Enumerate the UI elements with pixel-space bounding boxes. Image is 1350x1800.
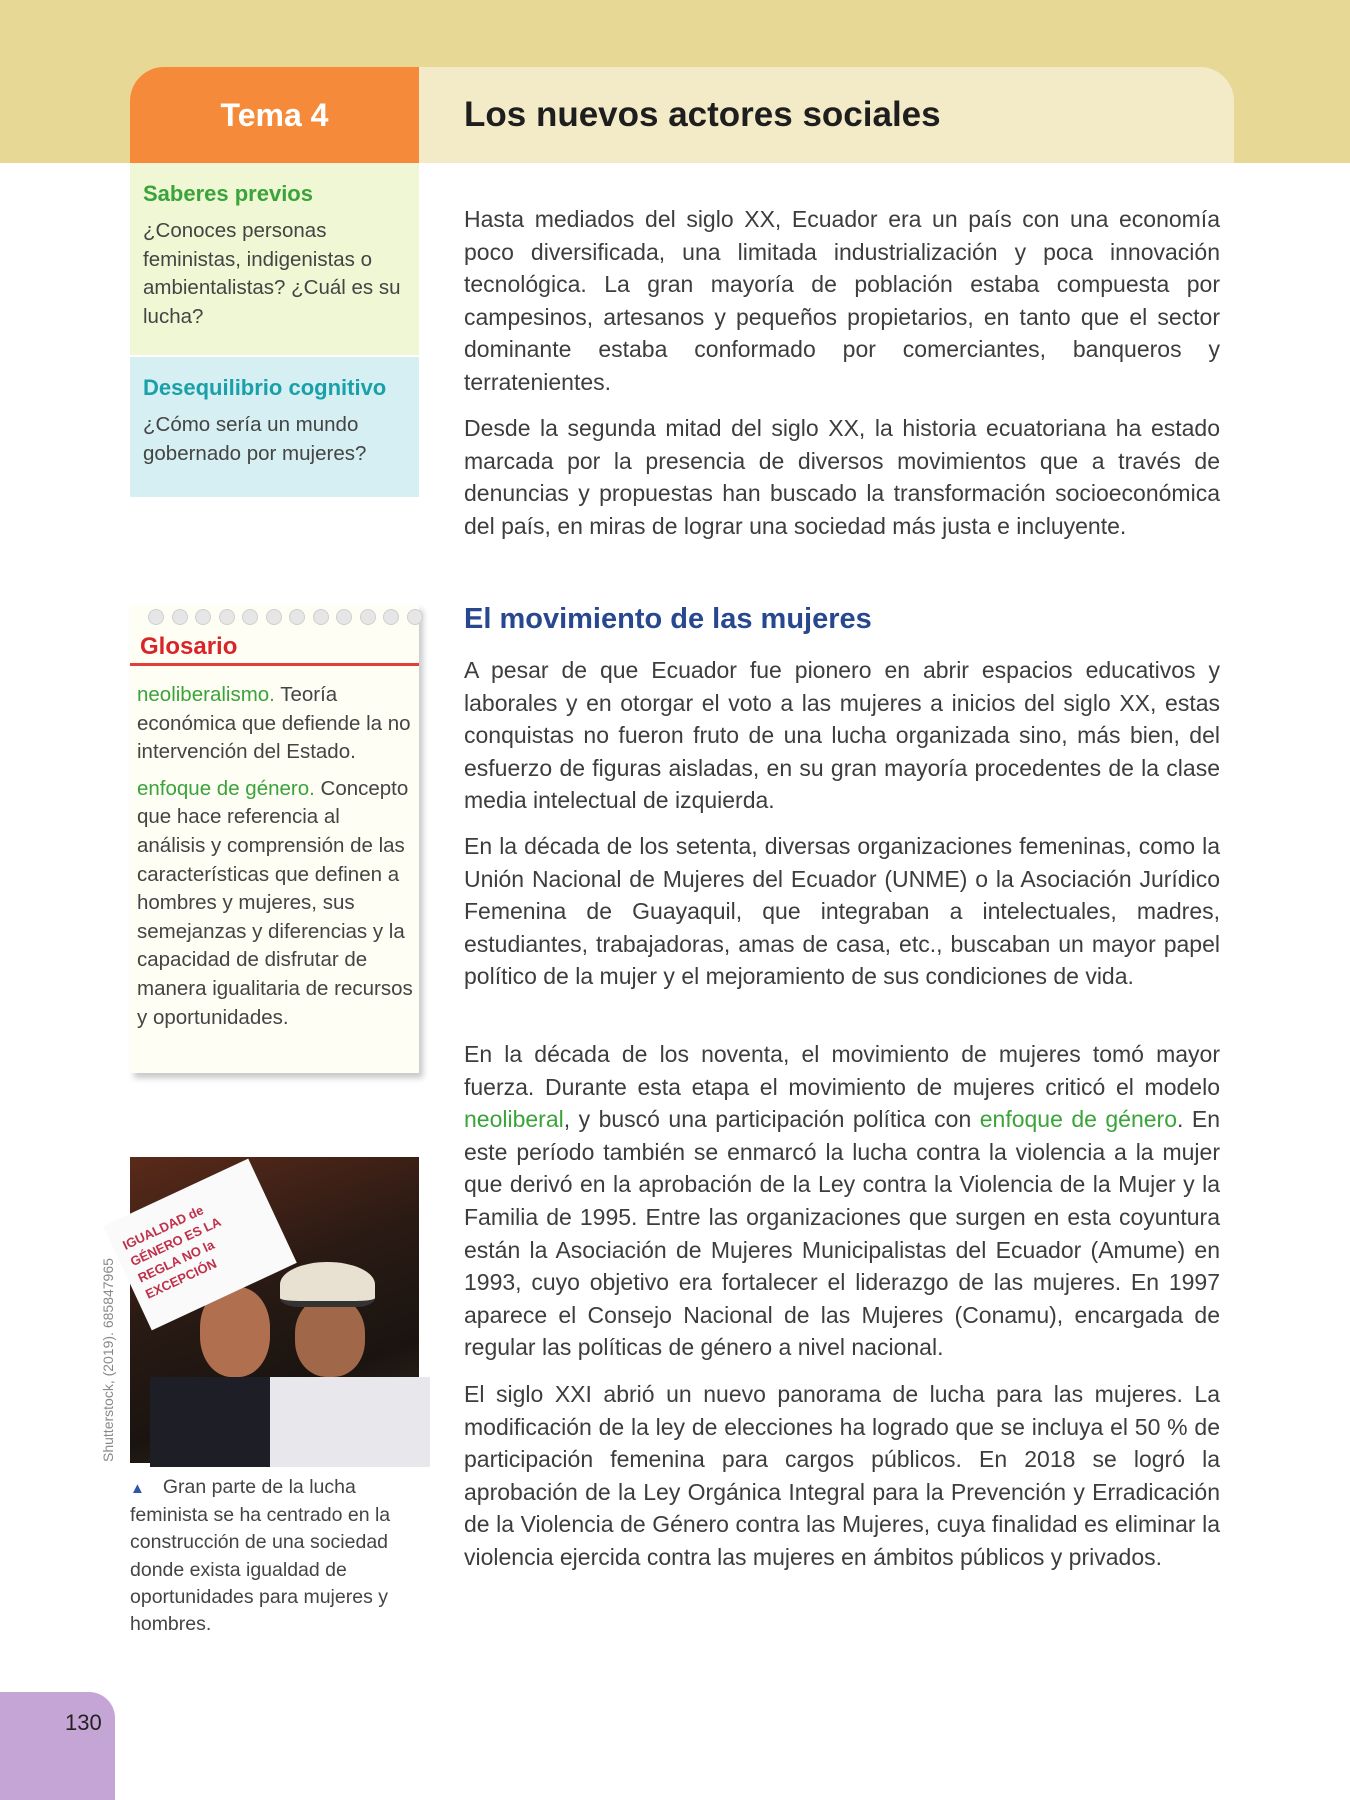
paragraph: El siglo XXI abrió un nuevo panorama de lucha para las mujeres. La modificación de la ley de elecciones ha logrado que se incluya el 50 % de participación femenina para cargos públicos. En 2018 se logró la aprobación de la Ley Orgánica Integral para la Prevención y Erradicación de la Violencia de Género contra las Mujeres, cuya finalidad es eliminar la violencia ejercida contra las mujeres en ámbitos públicos y privados. — [464, 1381, 1220, 1570]
glossary-box — [130, 605, 419, 1073]
notebook-rings-icon — [148, 609, 423, 625]
glossary-title: Glosario — [140, 633, 238, 660]
photo-caption — [130, 1474, 420, 1638]
glossary-link: neoliberal — [464, 1106, 564, 1133]
glossary-term: enfoque de género. — [137, 776, 315, 800]
glossary-entry — [137, 681, 413, 767]
divider — [130, 663, 419, 666]
saberes-text: ¿Conoces personas feministas, indigenistas o ambientalistas? ¿Cuál es su lucha? — [143, 219, 401, 328]
title-box — [419, 67, 1234, 163]
hat — [280, 1262, 375, 1307]
protest-photo — [120, 1157, 419, 1463]
saberes-title: Saberes previos — [143, 181, 313, 206]
page-number: 130 — [0, 1692, 115, 1800]
page-title: Los nuevos actores sociales — [464, 95, 941, 134]
glossary-definition: Concepto que hace referencia al análisis y comprensión de las características que definen a hombres y mujeres, sus semejanzas y diferencias y la capacidad de disfrutar de manera igualitaria de recursos y oportunidades. — [137, 776, 413, 1029]
photo-credit: Shutterstock, (2019). 685847965 — [100, 1258, 116, 1462]
triangle-icon: ▲ — [130, 1480, 145, 1497]
paragraph: A pesar de que Ecuador fue pionero en abrir espacios educativos y laborales y en otorgar el voto a las mujeres a inicios del siglo XX, estas conquistas no fueron fruto de una lucha organizada sino, más bien, del esfuerzo de figuras aisladas, en su gran mayoría procedentes de la clase media intelectual de izquierda. — [464, 657, 1220, 814]
paragraph: Hasta mediados del siglo XX, Ecuador era un país con una economía poco diversificada, una limitada industrialización y poca innovación tecnológica. La gran mayoría de población estaba compuesta por campesinos, artesanos y pequeños propietarios, en tanto que el sector dominante estaba conformado por comerciantes, banqueros y terratenientes. — [464, 206, 1220, 395]
paragraph: En la década de los noventa, el movimiento de mujeres tomó mayor fuerza. Durante esta etapa el movimiento de mujeres criticó el modelo neoliberal, y buscó una participación política con enfoque de género. En este período también se enmarcó la lucha contra la violencia a la mujer que derivó en la aprobación de la Ley contra la Violencia de la Mujer y la Familia de 1995. Entre las organizaciones que surgen en esta coyuntura están la Asociación de Mujeres Municipalistas del Ecuador (Amume) en 1993, cuyo objetivo era fortalecer el liderazgo de las mujeres. En 1997 aparece el Consejo Nacional de las Mujeres (Conamu), encargada de regular las políticas de género a nivel nacional. — [464, 1041, 1221, 1361]
section-heading: El movimiento de las mujeres — [464, 603, 872, 635]
protest-sign: IGUALDAD de GÉNERO ES LA REGLA NO la EXCEPCIÓN — [103, 1159, 297, 1331]
paragraph: En la década de los setenta, diversas organizaciones femeninas, como la Unión Nacional de Mujeres del Ecuador (UNME) o la Asociación Jurídico Femenina de Guayaquil, que integraban a intelectuales, madres, estudiantes, trabajadoras, amas de casa, etc., buscaban un mayor papel político de la mujer y el mejoramiento de sus condiciones de vida. — [464, 833, 1220, 990]
paragraph: Desde la segunda mitad del siglo XX, la historia ecuatoriana ha estado marcada por la presencia de diversos movimientos que a través de denuncias y propuestas han buscado la transformación socioeconómica del país, en miras de lograr una sociedad más justa e incluyente. — [464, 415, 1220, 539]
topic-label: Tema 4 — [130, 67, 419, 163]
glossary-term: neoliberalismo. — [137, 683, 275, 706]
glossary-entry — [137, 775, 413, 1032]
saberes-previos-box — [130, 163, 419, 355]
glossary-link: enfoque de género — [979, 1106, 1178, 1133]
glossary-definition: Teoría económica que defiende la no intervención del Estado. — [137, 683, 411, 764]
desequilibrio-box — [130, 357, 419, 497]
desequilibrio-text: ¿Cómo sería un mundo gobernado por mujeres? — [143, 413, 367, 465]
desequilibrio-title: Desequilibrio cognitivo — [143, 375, 387, 400]
caption-text: Gran parte de la lucha feminista se ha centrado en la construcción de una sociedad donde exista igualdad de oportunidades para mujeres y hombres. — [130, 1476, 391, 1636]
